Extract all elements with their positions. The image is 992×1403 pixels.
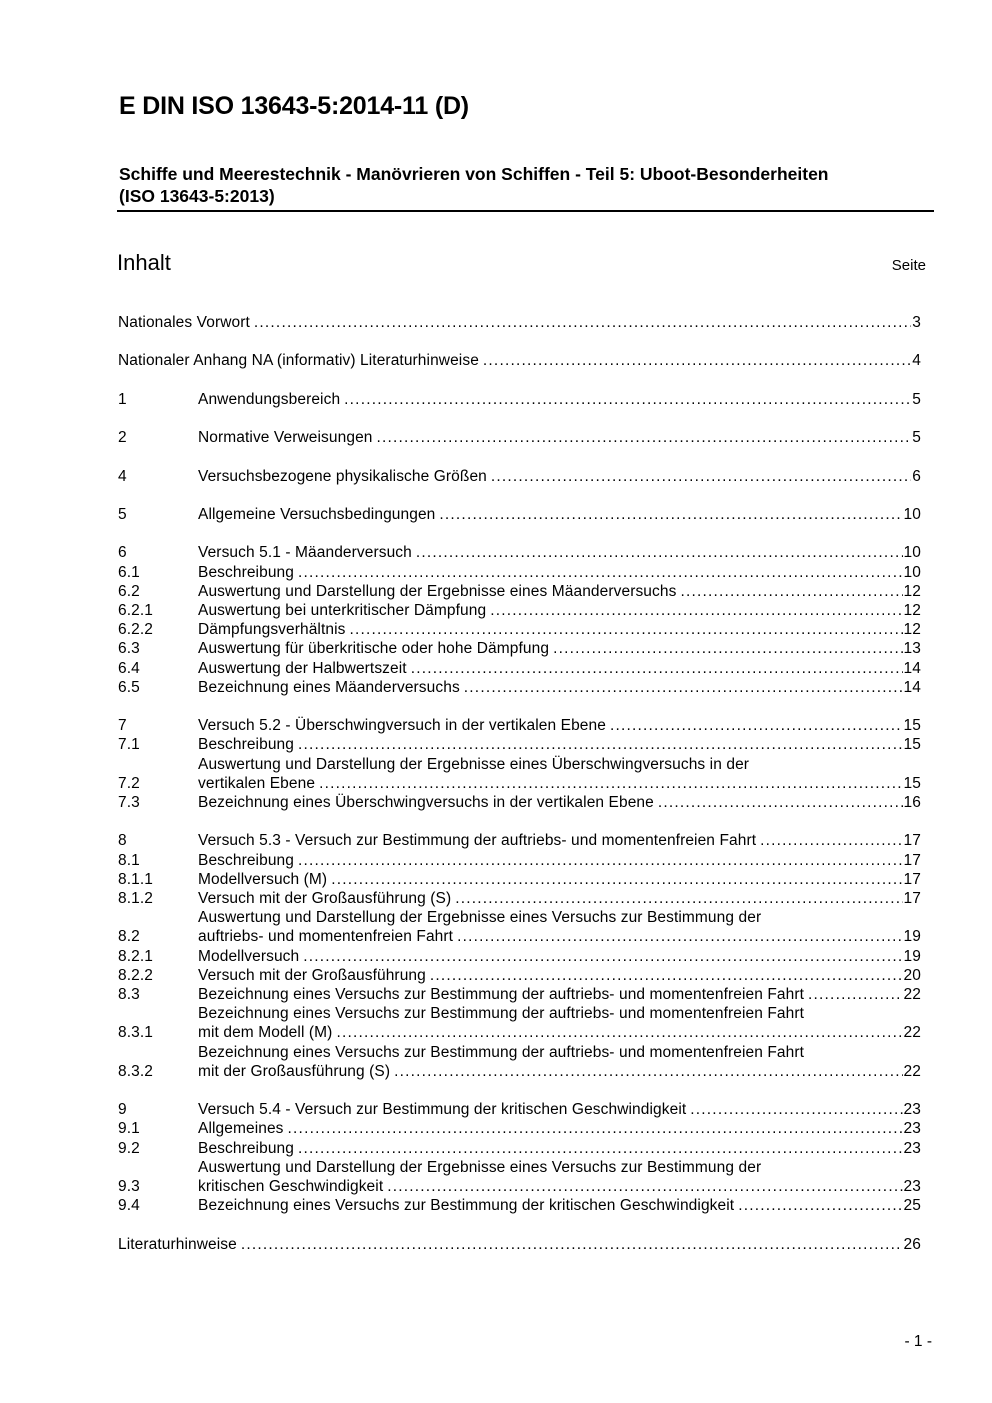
- toc-entry[interactable]: [118, 505, 921, 524]
- toc-entry-page: 12: [903, 621, 921, 639]
- toc-entry-title: Allgemeines: [198, 1120, 284, 1138]
- toc-entry-page: 13: [903, 640, 921, 658]
- toc-entry[interactable]: [118, 1043, 921, 1081]
- toc-entry-page: 17: [903, 851, 921, 869]
- dot-leader: [416, 543, 903, 562]
- dot-leader: [610, 716, 903, 735]
- toc-group: [118, 543, 921, 697]
- toc-entry-title: Beschreibung: [198, 563, 294, 581]
- toc-entry-title: Modellversuch: [198, 947, 300, 965]
- toc-entry[interactable]: [118, 947, 921, 966]
- toc-entry[interactable]: [118, 870, 921, 889]
- toc-entry[interactable]: [118, 985, 921, 1004]
- document-title: [119, 163, 934, 207]
- toc-entry-title: Versuch 5.4 - Versuch zur Bestimmung der kritischen Geschwindigkeit: [198, 1101, 687, 1119]
- toc-group: [118, 831, 921, 1081]
- toc-entry-number: 5: [118, 505, 127, 523]
- toc-entry[interactable]: [118, 390, 921, 409]
- toc-entry-number: 9.4: [118, 1197, 140, 1215]
- toc-entry-page: 17: [903, 832, 921, 850]
- toc-entry-page: 10: [903, 505, 921, 523]
- toc-entry-title-line1: Auswertung und Darstellung der Ergebnisse eines Versuchs zur Bestimmung der: [198, 909, 762, 927]
- toc-entry-number: 6.3: [118, 640, 140, 658]
- toc-entry-page: 17: [903, 870, 921, 888]
- dot-leader: [808, 985, 903, 1004]
- toc-entry[interactable]: [118, 313, 921, 332]
- toc-entry-number: 6: [118, 544, 127, 562]
- toc-entry-title: Beschreibung: [198, 1139, 294, 1157]
- toc-entry-page: 19: [903, 947, 921, 965]
- toc-entry-number: 6.1: [118, 563, 140, 581]
- toc-entry[interactable]: [118, 563, 921, 582]
- dot-leader: [377, 428, 912, 447]
- toc-entry-number: 6.2.1: [118, 601, 153, 619]
- toc-entry-page: 17: [903, 889, 921, 907]
- toc-entry-title: Bezeichnung eines Mäanderversuchs: [198, 678, 460, 696]
- dot-leader: [298, 1139, 903, 1158]
- toc-entry-number: 6.4: [118, 659, 140, 677]
- toc-entry-number: 6.5: [118, 678, 140, 696]
- toc-entry[interactable]: [118, 1119, 921, 1138]
- toc-entry[interactable]: [118, 1004, 921, 1042]
- dot-leader: [553, 639, 902, 658]
- toc-entry-title: Versuch mit der Großausführung (S): [198, 889, 452, 907]
- dot-leader: [430, 966, 903, 985]
- toc-entry-title: Modellversuch (M): [198, 870, 328, 888]
- document-title-line1: Schiffe und Meerestechnik - Manövrieren von Schiffen - Teil 5: Uboot-Besonderheiten: [119, 164, 829, 184]
- table-of-contents: [118, 313, 921, 1273]
- toc-entry-number: 8.3.1: [118, 1024, 153, 1042]
- toc-entry-page: 23: [903, 1178, 921, 1195]
- toc-entry-title-line1: Auswertung und Darstellung der Ergebnisse eines Überschwingversuchs in der: [198, 755, 750, 773]
- title-divider: [117, 210, 934, 212]
- toc-entry[interactable]: [118, 639, 921, 658]
- toc-entry[interactable]: [118, 678, 921, 697]
- toc-entry-title: mit dem Modell (M): [198, 1024, 333, 1042]
- toc-entry[interactable]: [118, 582, 921, 601]
- toc-entry[interactable]: [118, 716, 921, 735]
- dot-leader: [457, 927, 902, 946]
- toc-entry[interactable]: [118, 351, 921, 370]
- dot-leader: [387, 1177, 902, 1196]
- toc-entry-title-line1: Auswertung und Darstellung der Ergebnisse eines Versuchs zur Bestimmung der: [198, 1158, 762, 1176]
- toc-entry-title: mit der Großausführung (S): [198, 1062, 391, 1080]
- toc-entry-title: Versuch 5.2 - Überschwingversuch in der vertikalen Ebene: [198, 717, 606, 735]
- toc-entry-page: 23: [903, 1101, 921, 1119]
- toc-entry-title: kritischen Geschwindigkeit: [198, 1178, 384, 1195]
- toc-entry-page: 15: [903, 717, 921, 735]
- toc-entry-number: 7.2: [118, 774, 140, 792]
- toc-entry-page: 14: [903, 678, 921, 696]
- toc-entry-number: 7.3: [118, 793, 140, 811]
- toc-entry-page: 5: [912, 429, 921, 447]
- toc-entry-title: Versuch 5.1 - Mäanderversuch: [198, 544, 412, 562]
- dot-leader: [738, 1196, 902, 1215]
- dot-leader: [336, 1023, 902, 1042]
- toc-entry-page: 19: [903, 928, 921, 946]
- dot-leader: [288, 1119, 903, 1138]
- dot-leader: [483, 351, 911, 370]
- toc-entry-title: Bezeichnung eines Versuchs zur Bestimmung der auftriebs- und momentenfreien Fahrt: [198, 985, 805, 1003]
- toc-group: [118, 1100, 921, 1215]
- document-id: E DIN ISO 13643-5:2014-11 (D): [119, 92, 469, 120]
- toc-entry-number: 9.1: [118, 1120, 140, 1138]
- toc-entry-page: 22: [903, 1024, 921, 1042]
- toc-group: [118, 1235, 921, 1254]
- toc-entry-title: Normative Verweisungen: [198, 429, 373, 447]
- toc-entry-number: 8.3: [118, 985, 140, 1003]
- document-title-line2: (ISO 13643-5:2013): [119, 186, 275, 206]
- toc-entry-number: 8.2.1: [118, 947, 153, 965]
- toc-entry[interactable]: [118, 755, 921, 793]
- toc-entry-number: 8.1.2: [118, 889, 153, 907]
- toc-entry[interactable]: [118, 543, 921, 562]
- toc-group: [118, 390, 921, 409]
- dot-leader: [439, 505, 902, 524]
- toc-entry-title: Nationales Vorwort: [118, 314, 250, 331]
- toc-entry-title-line1: Bezeichnung eines Versuchs zur Bestimmung der auftriebs- und momentenfreien Fahrt: [198, 1043, 805, 1061]
- toc-entry-number: 8.3.2: [118, 1062, 153, 1080]
- toc-entry-page: 6: [912, 467, 921, 485]
- dot-leader: [298, 851, 903, 870]
- toc-entry-title: Versuch 5.3 - Versuch zur Bestimmung der auftriebs- und momentenfreien Fahrt: [198, 832, 757, 850]
- toc-group: [118, 428, 921, 447]
- toc-entry-title: Dämpfungsverhältnis: [198, 621, 346, 639]
- toc-entry[interactable]: [118, 659, 921, 678]
- dot-leader: [464, 678, 903, 697]
- dot-leader: [298, 563, 903, 582]
- toc-entry[interactable]: [118, 735, 921, 754]
- toc-entry[interactable]: [118, 1139, 921, 1158]
- page-number: - 1 -: [904, 1333, 932, 1350]
- toc-entry-title: Auswertung für überkritische oder hohe Dämpfung: [198, 640, 550, 658]
- toc-entry-page: 23: [903, 1120, 921, 1138]
- toc-entry[interactable]: [118, 966, 921, 985]
- toc-entry-page: 16: [903, 793, 921, 811]
- toc-entry[interactable]: [118, 851, 921, 870]
- dot-leader: [254, 313, 911, 332]
- toc-entry-page: 12: [903, 582, 921, 600]
- toc-entry-page: 23: [903, 1139, 921, 1157]
- toc-entry-title: Nationaler Anhang NA (informativ) Literaturhinweise: [118, 352, 479, 370]
- dot-leader: [455, 889, 902, 908]
- toc-entry-title-line1: Bezeichnung eines Versuchs zur Bestimmung der auftriebs- und momentenfreien Fahrt: [198, 1005, 805, 1023]
- toc-entry-title: Allgemeine Versuchsbedingungen: [198, 505, 436, 523]
- toc-group: [118, 505, 921, 524]
- dot-leader: [760, 831, 902, 850]
- dot-leader: [690, 1100, 902, 1119]
- dot-leader: [350, 620, 903, 639]
- toc-entry[interactable]: [118, 908, 921, 946]
- dot-leader: [680, 582, 902, 601]
- toc-entry-number: 6.2: [118, 582, 140, 600]
- toc-entry-number: 7.1: [118, 736, 140, 754]
- toc-entry[interactable]: [118, 1158, 921, 1196]
- dot-leader: [394, 1062, 902, 1081]
- toc-entry-title: Auswertung bei unterkritischer Dämpfung: [198, 601, 487, 619]
- toc-entry-page: 15: [903, 774, 921, 792]
- toc-entry-number: 9.2: [118, 1139, 140, 1157]
- toc-entry-title: Auswertung der Halbwertszeit: [198, 659, 407, 677]
- toc-entry-number: 8.2: [118, 928, 140, 946]
- toc-entry[interactable]: [118, 620, 921, 639]
- dot-leader: [298, 735, 903, 754]
- toc-entry[interactable]: [118, 831, 921, 850]
- dot-leader: [411, 659, 903, 678]
- toc-entry-page: 10: [903, 563, 921, 581]
- toc-entry-number: 8.2.2: [118, 966, 153, 984]
- toc-entry[interactable]: [118, 428, 921, 447]
- toc-entry-number: 9: [118, 1101, 127, 1119]
- toc-entry-title: vertikalen Ebene: [198, 774, 316, 792]
- toc-entry-number: 2: [118, 429, 127, 447]
- toc-entry-title: Versuch mit der Großausführung: [198, 966, 426, 984]
- toc-entry[interactable]: [118, 889, 921, 908]
- toc-entry-page: 26: [903, 1235, 921, 1253]
- toc-entry-title: Beschreibung: [198, 851, 294, 869]
- toc-entry-page: 5: [912, 390, 921, 408]
- toc-entry[interactable]: [118, 467, 921, 486]
- toc-entry-page: 3: [912, 314, 921, 331]
- dot-leader: [658, 793, 903, 812]
- toc-entry-page: 15: [903, 736, 921, 754]
- dot-leader: [491, 467, 911, 486]
- dot-leader: [319, 774, 902, 793]
- toc-entry-title: Anwendungsbereich: [198, 390, 341, 408]
- dot-leader: [303, 947, 902, 966]
- toc-entry-title: Bezeichnung eines Versuchs zur Bestimmung der kritischen Geschwindigkeit: [198, 1197, 735, 1215]
- toc-entry-title: Auswertung und Darstellung der Ergebnisse eines Mäanderversuchs: [198, 582, 677, 600]
- toc-group: [118, 716, 921, 812]
- toc-entry-page: 10: [903, 544, 921, 562]
- dot-leader: [490, 601, 902, 620]
- toc-group: [118, 351, 921, 370]
- toc-entry-page: 20: [903, 966, 921, 984]
- toc-heading: Inhalt: [117, 250, 171, 275]
- toc-entry-number: 1: [118, 390, 127, 408]
- toc-entry-number: 8: [118, 832, 127, 850]
- toc-entry-number: 4: [118, 467, 127, 485]
- toc-group: [118, 313, 921, 332]
- toc-entry-page: 12: [903, 601, 921, 619]
- dot-leader: [241, 1235, 903, 1254]
- toc-entry-number: 8.1.1: [118, 870, 153, 888]
- toc-entry-title: auftriebs- und momentenfreien Fahrt: [198, 928, 454, 946]
- toc-entry-page: 14: [903, 659, 921, 677]
- toc-entry-number: 9.3: [118, 1178, 140, 1195]
- toc-entry-page: 22: [903, 985, 921, 1003]
- toc-entry-title: Versuchsbezogene physikalische Größen: [198, 467, 487, 485]
- toc-entry-page: 4: [912, 352, 921, 370]
- toc-entry[interactable]: [118, 793, 921, 812]
- dot-leader: [331, 870, 902, 889]
- toc-entry[interactable]: [118, 1100, 921, 1119]
- toc-entry[interactable]: [118, 601, 921, 620]
- toc-entry[interactable]: [118, 1235, 921, 1254]
- toc-entry-title: Beschreibung: [198, 736, 294, 754]
- toc-entry-number: 8.1: [118, 851, 140, 869]
- toc-entry-title: Literaturhinweise: [118, 1235, 237, 1253]
- toc-entry-page: 22: [903, 1062, 921, 1080]
- toc-page-label: Seite: [891, 257, 926, 274]
- toc-entry-title: Bezeichnung eines Überschwingversuchs in der vertikalen Ebene: [198, 793, 654, 811]
- toc-group: [118, 467, 921, 486]
- dot-leader: [344, 390, 911, 409]
- toc-entry[interactable]: [118, 1196, 921, 1215]
- toc-entry-page: 25: [903, 1197, 921, 1215]
- toc-entry-number: 6.2.2: [118, 621, 153, 639]
- toc-entry-number: 7: [118, 717, 127, 735]
